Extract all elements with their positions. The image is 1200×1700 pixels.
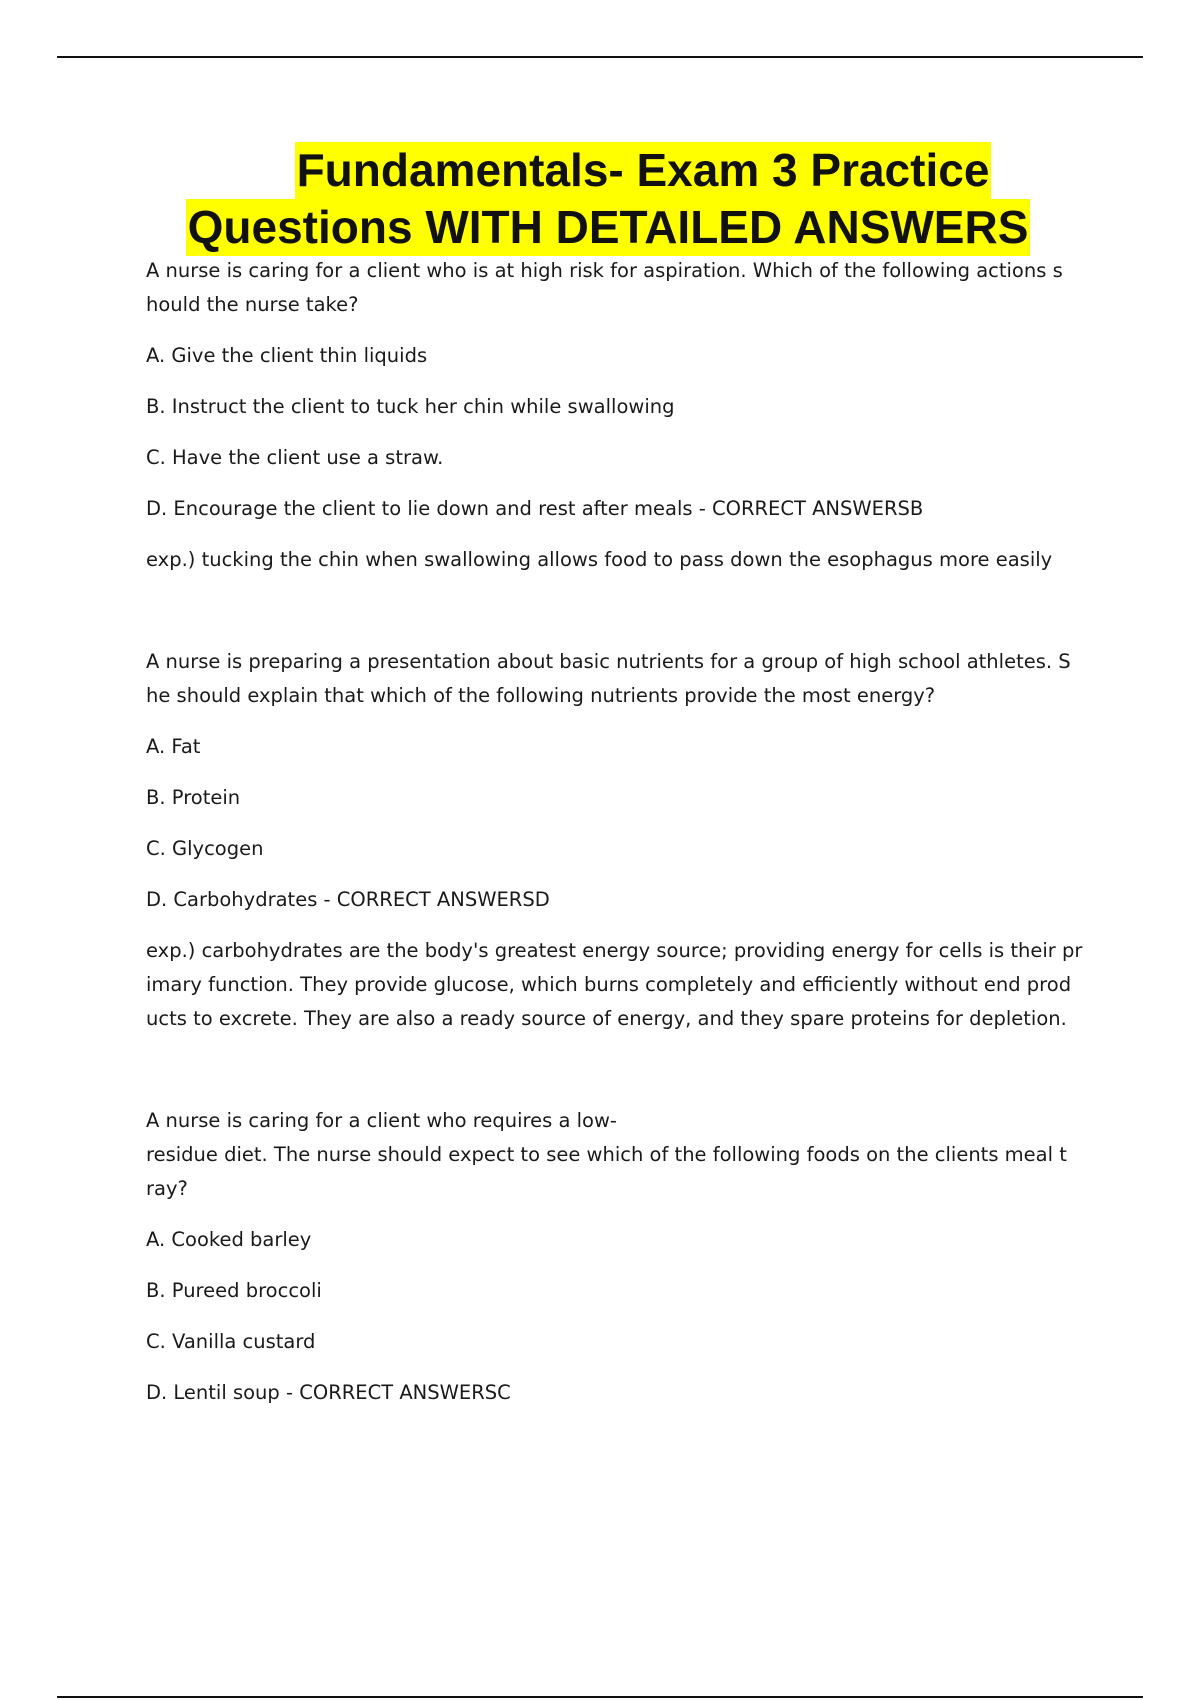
question-block-2 — [146, 645, 1086, 1036]
answer-explanation: exp.) tucking the chin when swallowing allows food to pass down the esophagus more easily — [146, 548, 1053, 571]
question-text: A nurse is preparing a presentation about basic nutrients for a group of high school athletes. S he should explain that which of the following nutrients provide the most energy? — [146, 650, 1071, 707]
question-block-1 — [146, 254, 1086, 577]
answer-option-d: D. Encourage the client to lie down and rest after meals - CORRECT ANSWERSB — [146, 497, 924, 520]
answer-explanation: exp.) carbohydrates are the body's greatest energy source; providing energy for cells is their pr imary function. They provide glucose, which burns completely and efficiently without end prod ucts to excrete. They are also a ready source of energy, and they spare proteins for depletion. — [146, 939, 1083, 1030]
document-body — [146, 254, 1086, 1427]
answer-option-c: C. Vanilla custard — [146, 1330, 316, 1353]
answer-option-d: D. Carbohydrates - CORRECT ANSWERSD — [146, 888, 550, 911]
title-line-1: Fundamentals- Exam 3 Practice — [295, 142, 992, 199]
answer-option-b: B. Protein — [146, 786, 241, 809]
answer-option-a: A. Fat — [146, 735, 201, 758]
question-text: A nurse is caring for a client who is at high risk for aspiration. Which of the following actions s hould the nurse take? — [146, 259, 1063, 316]
question-text: A nurse is caring for a client who requires a low- residue diet. The nurse should expect to see which of the following foods on the clients meal t ray? — [146, 1109, 1067, 1200]
answer-option-d: D. Lentil soup - CORRECT ANSWERSC — [146, 1381, 511, 1404]
bottom-rule — [57, 1696, 1143, 1698]
spacer — [146, 1053, 1086, 1104]
answer-option-c: C. Have the client use a straw. — [146, 446, 444, 469]
top-rule — [57, 56, 1143, 58]
answer-option-c: C. Glycogen — [146, 837, 264, 860]
answer-option-b: B. Pureed broccoli — [146, 1279, 322, 1302]
question-block-3 — [146, 1104, 1086, 1410]
answer-option-b: B. Instruct the client to tuck her chin while swallowing — [146, 395, 675, 418]
answer-option-a: A. Cooked barley — [146, 1228, 312, 1251]
answer-option-a: A. Give the client thin liquids — [146, 344, 428, 367]
spacer — [146, 594, 1086, 645]
title-line-2: Questions WITH DETAILED ANSWERS — [186, 199, 1031, 256]
page-title — [148, 142, 1068, 256]
